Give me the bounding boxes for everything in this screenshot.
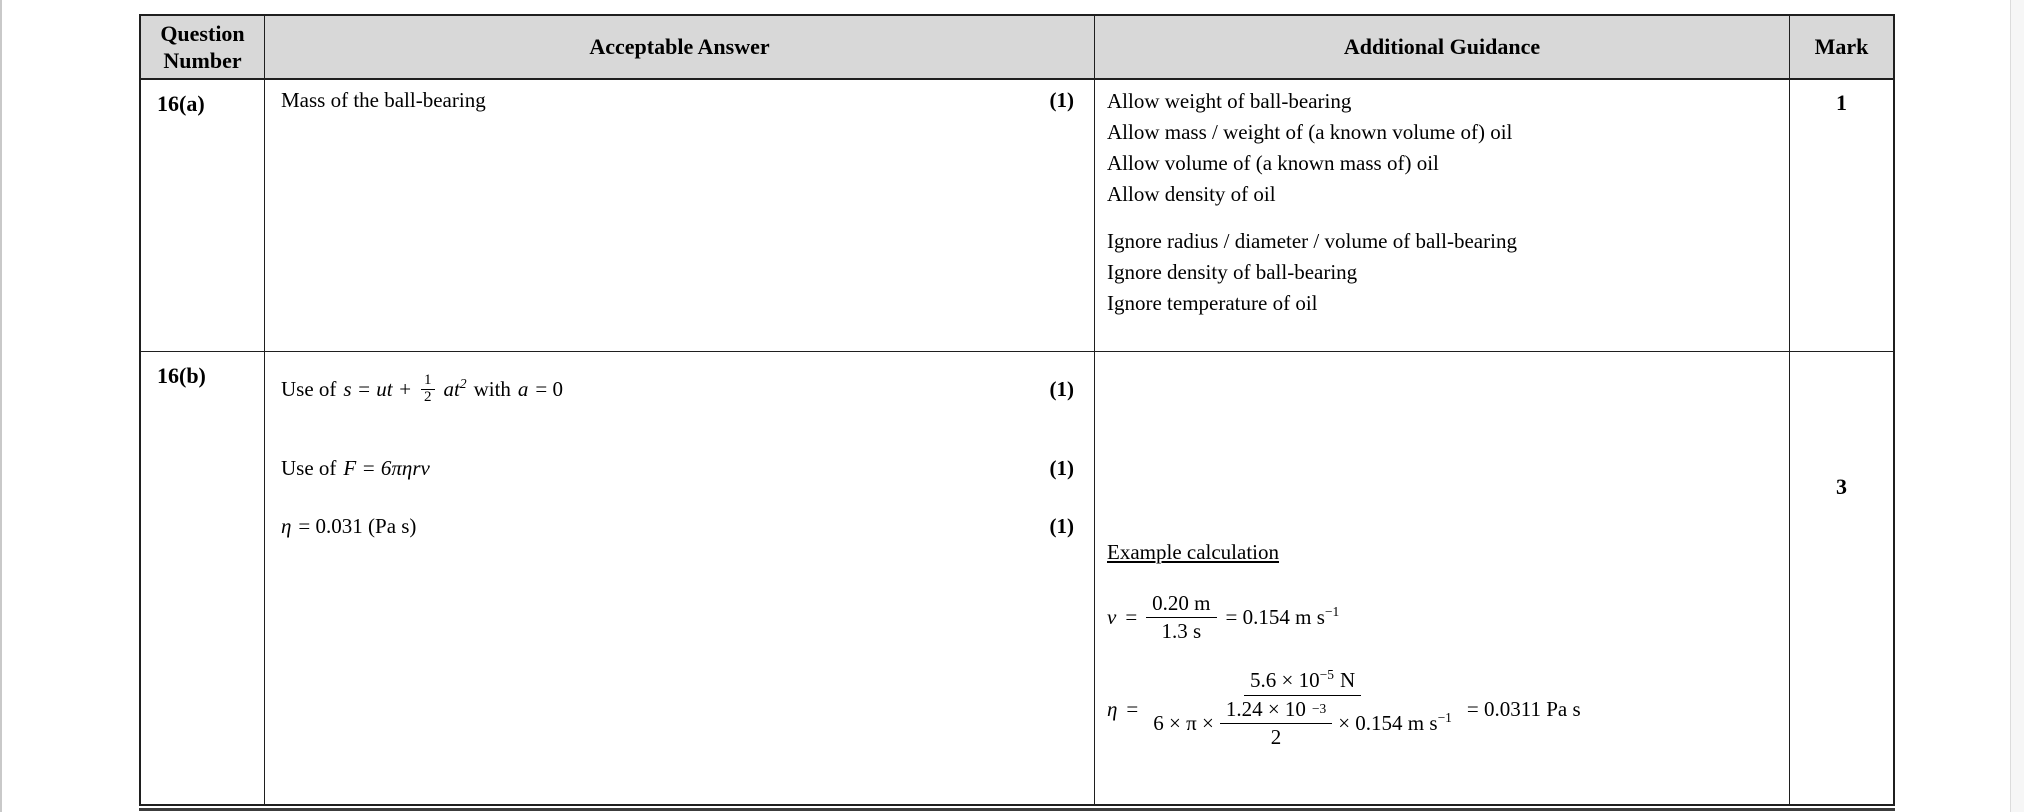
velocity-equation xyxy=(1107,591,1775,644)
answer-cell-16b xyxy=(265,352,1095,804)
answer-line-viscosity xyxy=(281,514,1074,539)
mark-point: (1) xyxy=(1049,456,1074,480)
condition-variable: a xyxy=(517,376,529,401)
mark-point: (1) xyxy=(1049,376,1074,401)
fraction-denominator: 2 xyxy=(424,388,432,405)
mark-value-16b: 3 xyxy=(1836,474,1847,499)
velocity-result: = 0.154 m $s^{-1}$ xyxy=(1225,604,1340,630)
denominator-suffix: × 0.154 m $s^{-1}$ xyxy=(1338,709,1452,735)
header-additional-guidance: Additional Guidance xyxy=(1095,16,1790,80)
mark-scheme-table xyxy=(139,14,1895,806)
force-value: $5.6 \times 10^{-5}$ xyxy=(1250,667,1334,693)
example-calculation-heading: Example calculation xyxy=(1107,540,1280,564)
denominator-prefix: 6 × π × xyxy=(1153,710,1214,735)
condition-value: = 0 xyxy=(535,376,564,401)
eta-variable: η xyxy=(281,514,292,538)
fraction-numerator: 0.20 m xyxy=(1146,591,1216,618)
answer-cell-16a xyxy=(265,80,1095,352)
use-of-label: Use of xyxy=(281,456,337,480)
question-label-16b: 16(b) xyxy=(141,352,265,804)
fraction-denominator: 1.3 s xyxy=(1161,619,1202,644)
mark-value-16a: 1 xyxy=(1790,80,1893,352)
exponent: −5 xyxy=(1319,667,1334,683)
guidance-line: Ignore density of ball-bearing xyxy=(1107,260,1358,284)
equals-sign: = xyxy=(1126,696,1139,721)
guidance-line: Allow mass / weight of (a known volume of) oil xyxy=(1107,120,1513,144)
scrollbar-track[interactable] xyxy=(2010,0,2024,812)
question-label-16a: 16(a) xyxy=(141,80,265,352)
answer-line xyxy=(281,88,1074,113)
equation-suvat-term: $at^2$ xyxy=(443,375,467,401)
velocity-variable: v xyxy=(1107,605,1117,630)
force-unit: N xyxy=(1339,668,1356,693)
with-label: with xyxy=(473,376,511,401)
velocity-fraction xyxy=(1146,591,1216,644)
guidance-cell-16b xyxy=(1095,352,1790,804)
guidance-spacer xyxy=(1107,210,1775,226)
eta-variable: η xyxy=(1107,696,1118,721)
fraction-numerator xyxy=(1244,668,1361,695)
viscosity-value: = 0.031 (Pa s) xyxy=(298,514,417,538)
guidance-line: Ignore temperature of oil xyxy=(1107,291,1318,315)
page-left-edge xyxy=(0,0,2,812)
equals-sign: = xyxy=(1125,605,1138,630)
fraction-half xyxy=(421,373,435,406)
answer-line-stokes xyxy=(281,456,1074,481)
guidance-line: Allow volume of (a known mass of) oil xyxy=(1107,151,1439,175)
guidance-cell-16a xyxy=(1095,80,1790,352)
answer-line-suvat xyxy=(281,364,1074,414)
fraction-denominator: 2 xyxy=(1270,724,1282,749)
viscosity-equation xyxy=(1107,668,1775,750)
exponent: 2 xyxy=(459,375,467,391)
header-mark: Mark xyxy=(1790,16,1893,80)
viscosity-fraction xyxy=(1147,668,1458,750)
mark-point: (1) xyxy=(1049,88,1074,112)
guidance-line: Allow weight of ball-bearing xyxy=(1107,89,1352,113)
exponent: −1 xyxy=(1437,709,1452,725)
exponent: −1 xyxy=(1324,604,1340,620)
header-acceptable-answer: Acceptable Answer xyxy=(265,16,1095,80)
guidance-line: Allow density of oil xyxy=(1107,182,1276,206)
equation-stokes: F = 6πηrv xyxy=(343,456,430,480)
next-row-top-border xyxy=(139,808,1895,811)
header-question-number: Question Number xyxy=(141,16,265,80)
fraction-numerator: 1 xyxy=(421,373,435,390)
use-of-label: Use of xyxy=(281,376,337,401)
fraction-denominator xyxy=(1147,696,1458,750)
answer-text: Mass of the ball-bearing xyxy=(281,88,486,112)
radius-fraction xyxy=(1220,697,1332,750)
fraction-numerator: 1.24 × 10 −3 xyxy=(1220,697,1332,724)
equation-suvat-lhs: s = ut + xyxy=(343,376,413,401)
viscosity-result: = 0.0311 Pa s xyxy=(1466,696,1581,721)
mark-point: (1) xyxy=(1049,514,1074,538)
guidance-line: Ignore radius / diameter / volume of ball-bearing xyxy=(1107,229,1517,253)
